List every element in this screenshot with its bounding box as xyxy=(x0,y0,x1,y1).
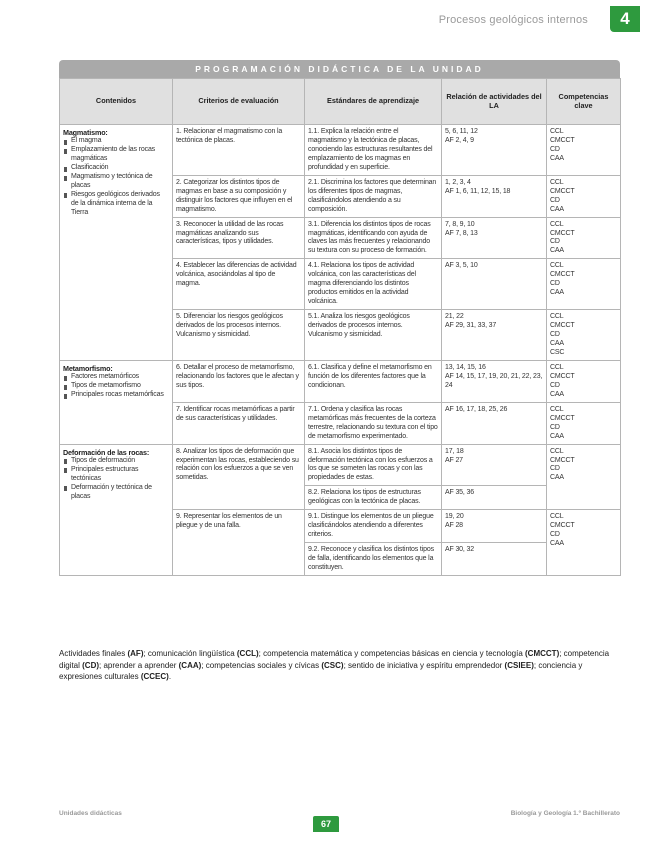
contents-item: Magmatismo y tectónica de placas xyxy=(63,173,169,191)
contents-item: Clasificación xyxy=(63,164,169,173)
criterion-cell: 9. Representar los elementos de un pliegue y de una falla. xyxy=(173,510,305,576)
competency-code: CD xyxy=(550,465,560,473)
activity-line: 7, 8, 9, 10 xyxy=(445,220,475,228)
standard-cell: 9.2. Reconoce y clasifica los distintos tipos de falla, identificando los elementos que la constituyen. xyxy=(305,543,442,576)
competency-code: CCL xyxy=(550,405,564,413)
legend-abbreviation: (AF) xyxy=(127,649,144,658)
legend-text: ; competencias sociales y cívicas xyxy=(201,660,322,670)
competency-code: CCL xyxy=(550,513,564,521)
competencies-cell xyxy=(547,402,621,444)
table-header-row xyxy=(60,79,621,125)
competency-code: CMCCT xyxy=(550,136,575,144)
contents-item: Deformación y tectónica de placas xyxy=(63,484,169,502)
activity-line: 5, 6, 11, 12 xyxy=(445,128,478,135)
activities-cell xyxy=(442,259,547,310)
competency-code: CD xyxy=(550,238,560,246)
legend-text: . xyxy=(168,672,172,682)
criterion-cell: 6. Detallar el proceso de metamorfismo, relacionando los factores que le afectan y sus tipos. xyxy=(173,360,305,402)
competency-code: CCL xyxy=(550,262,564,270)
criterion-cell: 7. Identificar rocas metamórficas a partir de sus características y utilidades. xyxy=(173,402,305,444)
activity-line: AF 3, 5, 10 xyxy=(445,262,478,270)
activity-line: AF 14, 15, 17, 19, 20, 21, 22, 23, 24 xyxy=(445,372,543,389)
legend-abbreviation: (CD) xyxy=(82,660,100,670)
activity-line: AF 28 xyxy=(445,522,463,530)
competencies-cell xyxy=(547,259,621,310)
criterion-cell: 4. Establecer las diferencias de actividad volcánica, asociándolas al tipo de magma. xyxy=(173,259,305,310)
footer-book-title: Biología y Geología 1.º Bachillerato xyxy=(510,810,620,817)
competency-code: CSC xyxy=(550,348,565,356)
competencies-cell xyxy=(547,217,621,259)
activities-cell xyxy=(442,510,547,543)
competency-code: CCL xyxy=(550,447,564,455)
header-competencies: Competencias clave xyxy=(547,79,621,125)
standard-cell: 5.1. Analiza los riesgos geológicos derivados de procesos internos. Vulcanismo y sismicidad. xyxy=(305,310,442,361)
activities-cell xyxy=(442,175,547,217)
competency-code: CAA xyxy=(550,340,564,348)
activity-line: 13, 14, 15, 16 xyxy=(445,363,486,371)
activities-cell xyxy=(442,444,547,486)
criterion-cell: 2. Categorizar los distintos tipos de magmas en base a su composición y distinguir los factores que influyen en el magmatismo. xyxy=(173,175,305,217)
competencies-cell xyxy=(547,360,621,402)
competency-code: CAA xyxy=(550,474,564,482)
standard-cell: 1.1. Explica la relación entre el magmatismo y la tectónica de placas, conociendo las estructuras resultantes del emplazamiento de los magmas en profundidad y en superficie. xyxy=(305,125,442,176)
criterion-cell: 8. Analizar los tipos de deformación que experimentan las rocas, estableciendo su relación con los esfuerzos a que se ven sometidas. xyxy=(173,444,305,510)
legend-abbreviation: (CAA) xyxy=(178,660,202,670)
header-standards: Estándares de aprendizaje xyxy=(305,79,442,125)
contents-cell xyxy=(60,360,173,444)
activity-line: 19, 20 xyxy=(445,513,464,521)
contents-title: Metamorfismo: xyxy=(63,363,113,373)
contents-item: Tipos de deformación xyxy=(63,457,169,466)
page-number: 67 xyxy=(313,816,339,832)
contents-title: Magmatismo: xyxy=(63,128,108,137)
activities-cell xyxy=(442,310,547,361)
criterion-cell: 1. Relacionar el magmatismo con la tectónica de placas. xyxy=(173,125,305,176)
competency-code: CAA xyxy=(550,540,564,548)
activities-cell xyxy=(442,125,547,176)
legend-text: Actividades finales xyxy=(59,649,128,658)
standard-cell: 2.1. Discrimina los factores que determinan los diferentes tipos de magmas, clasificándolos atendiendo a su composición. xyxy=(305,175,442,217)
competency-code: CAA xyxy=(550,205,564,213)
standard-cell: 3.1. Diferencia los distintos tipos de rocas magmáticas, identificando con ayuda de claves las más frecuentes y relacionando su textura con su proceso de formación. xyxy=(305,217,442,259)
standard-cell: 7.1. Ordena y clasifica las rocas metamórficas más frecuentes de la corteza terrestre, relacionando su textura con el tipo de metamorfismo experimentado. xyxy=(305,402,442,444)
standard-cell: 6.1. Clasifica y define el metamorfismo en función de los diferentes factores que la condicionan. xyxy=(305,360,442,402)
competency-code: CCL xyxy=(550,313,564,321)
contents-title: Deformación de las rocas: xyxy=(63,447,150,457)
competency-code: CAA xyxy=(550,247,564,255)
activities-cell xyxy=(442,217,547,259)
table-row xyxy=(60,125,621,176)
contents-item: Emplazamiento de las rocas magmáticas xyxy=(63,146,169,164)
contents-item: Principales estructuras tectónicas xyxy=(63,466,169,484)
competency-code: CMCCT xyxy=(550,187,575,195)
activities-cell xyxy=(442,543,547,576)
competency-code: CD xyxy=(550,196,560,204)
competencies-cell xyxy=(547,444,621,510)
activities-cell xyxy=(442,486,547,510)
competency-code: CD xyxy=(550,280,560,288)
activity-line: AF 27 xyxy=(445,456,463,464)
contents-cell xyxy=(60,444,173,575)
competency-code: CD xyxy=(550,145,560,153)
criterion-cell: 3. Reconocer la utilidad de las rocas magmáticas analizando sus características, tipos y utilidades. xyxy=(173,217,305,259)
footer-section-label: Unidades didácticas xyxy=(59,810,122,817)
activity-line: AF 29, 31, 33, 37 xyxy=(445,322,497,330)
competency-code: CMCCT xyxy=(550,229,575,237)
legend-text: ; sentido de iniciativa y espíritu emprendedor xyxy=(343,660,505,670)
legend-abbreviation: (CSC) xyxy=(321,660,344,670)
standard-cell: 8.1. Asocia los distintos tipos de deformación tectónica con los esfuerzos a los que se someten las rocas y con las propiedades de estas. xyxy=(305,444,442,486)
legend-text: ; competencia matemática y competencias básicas en ciencia y tecnología xyxy=(258,649,526,658)
contents-item: Riesgos geológicos derivados de la dinámica interna de la Tierra xyxy=(63,191,169,218)
header-criteria: Criterios de evaluación xyxy=(173,79,305,125)
criterion-cell: 5. Diferenciar los riesgos geológicos derivados de los procesos internos. Vulcanismo y sismicidad. xyxy=(173,310,305,361)
contents-cell xyxy=(60,125,173,361)
competency-code: CMCCT xyxy=(550,322,575,330)
competency-code: CAA xyxy=(550,390,564,398)
running-header-title: Procesos geológicos internos xyxy=(438,14,588,26)
standard-cell: 9.1. Distingue los elementos de un pliegue clasificándolos atendiendo a diferentes criterios. xyxy=(305,510,442,543)
activity-line: AF 7, 8, 13 xyxy=(445,229,478,237)
competency-code: CMCCT xyxy=(550,372,575,380)
competency-code: CAA xyxy=(550,154,564,162)
legend-text: ; conciencia y expresiones culturales xyxy=(59,660,583,682)
activity-line: AF 1, 6, 11, 12, 15, 18 xyxy=(445,187,511,195)
abbreviations-legend xyxy=(59,648,624,683)
table-row xyxy=(60,360,621,402)
legend-abbreviation: (CMCCT) xyxy=(525,649,560,658)
competency-code: CD xyxy=(550,531,560,539)
legend-text: ; comunicación lingüística xyxy=(143,649,237,658)
legend-text: ; aprender a aprender xyxy=(99,660,179,670)
activity-line: 21, 22 xyxy=(445,313,464,321)
header-contents: Contenidos xyxy=(60,79,173,125)
legend-abbreviation: (CCEC) xyxy=(140,672,169,682)
contents-item: Tipos de metamorfismo xyxy=(63,382,169,391)
didactic-programming-table xyxy=(59,60,620,576)
chapter-number-badge: 4 xyxy=(610,6,640,32)
contents-item: Principales rocas metamórficas xyxy=(63,391,169,400)
contents-item: El magma xyxy=(63,137,169,146)
activities-cell xyxy=(442,402,547,444)
competencies-cell xyxy=(547,175,621,217)
competencies-cell xyxy=(547,310,621,361)
legend-text: ; competencia digital xyxy=(59,649,610,670)
table-row xyxy=(60,444,621,486)
competency-code: CAA xyxy=(550,289,564,297)
standard-cell: 4.1. Relaciona los tipos de actividad volcánica, con las características del magma diferenciando los distintos productos emitidos en la actividad volcánica. xyxy=(305,259,442,310)
competency-code: CMCCT xyxy=(550,522,575,530)
competency-code: CD xyxy=(550,331,560,339)
competency-code: CCL xyxy=(550,178,564,186)
activity-line: AF 35, 36 xyxy=(445,489,475,497)
competencies-cell xyxy=(547,125,621,176)
activity-line: 17, 18 xyxy=(445,447,464,455)
competency-code: CD xyxy=(550,423,560,431)
competency-code: CCL xyxy=(550,220,564,228)
activity-line: AF 30, 32 xyxy=(445,546,475,554)
table-banner: PROGRAMACIÓN DIDÁCTICA DE LA UNIDAD xyxy=(59,60,620,78)
competency-code: CD xyxy=(550,381,560,389)
legend-abbreviation: (CCL) xyxy=(236,649,259,658)
header-activities: Relación de actividades del LA xyxy=(442,79,547,125)
competency-code: CMCCT xyxy=(550,456,575,464)
activities-cell xyxy=(442,360,547,402)
contents-item: Factores metamórficos xyxy=(63,373,169,382)
competency-code: CMCCT xyxy=(550,414,575,422)
competency-code: CCL xyxy=(550,128,564,135)
activity-line: AF 16, 17, 18, 25, 26 xyxy=(445,405,508,413)
activity-line: 1, 2, 3, 4 xyxy=(445,178,471,186)
activity-line: AF 2, 4, 9 xyxy=(445,136,474,144)
legend-abbreviation: (CSIEE) xyxy=(504,660,534,670)
standard-cell: 8.2. Relaciona los tipos de estructuras geológicas con la tectónica de placas. xyxy=(305,486,442,510)
competency-code: CCL xyxy=(550,363,564,371)
competencies-cell xyxy=(547,510,621,576)
competency-code: CMCCT xyxy=(550,271,575,279)
competency-code: CAA xyxy=(550,432,564,440)
